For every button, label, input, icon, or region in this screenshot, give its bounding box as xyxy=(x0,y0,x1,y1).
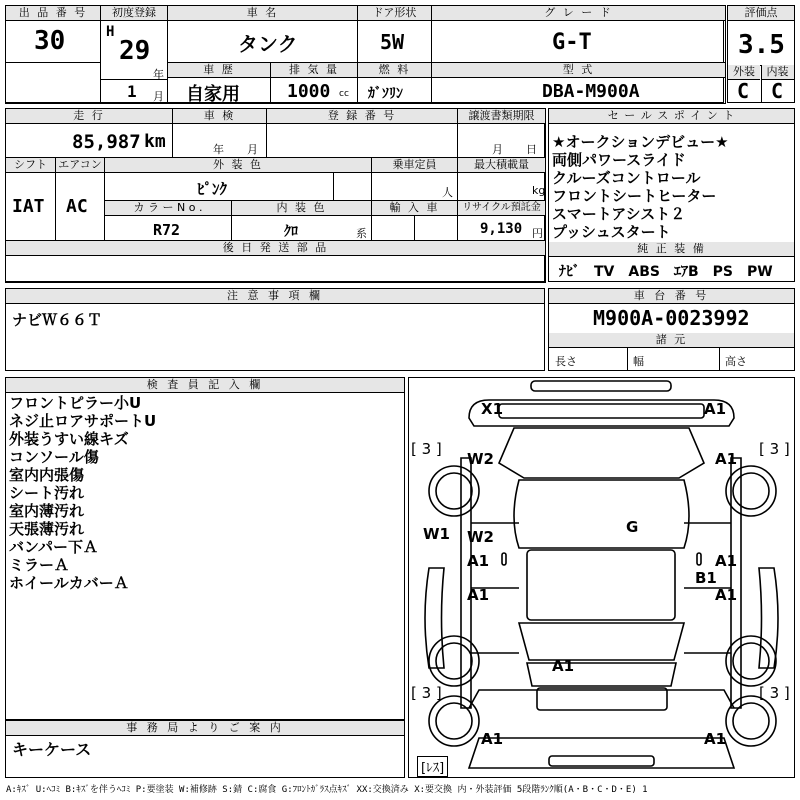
interior-grade: C xyxy=(771,79,784,103)
height-label: 高さ xyxy=(725,355,747,368)
ac-cell xyxy=(55,157,105,241)
header-block xyxy=(5,5,724,103)
tire-top-right: [ 3 ] xyxy=(759,440,790,458)
inspector-item: シート汚れ xyxy=(9,484,85,502)
displacement: 1000 xyxy=(287,81,331,102)
ext-color-label: 外 装 色 xyxy=(105,158,371,173)
notes-block xyxy=(5,288,545,371)
model-label: 型 式 xyxy=(432,63,725,78)
capacity-cell xyxy=(371,157,458,201)
width-label: 幅 xyxy=(633,355,644,368)
mileage: 85,987 xyxy=(72,131,141,153)
era: H xyxy=(106,24,115,40)
sales-point-item: フロントシートヒーター xyxy=(552,187,717,205)
inspector-item: 室内内張傷 xyxy=(9,466,85,484)
details-block xyxy=(5,108,545,282)
reg-no-cell xyxy=(266,108,458,158)
transfer-month-unit: 月 xyxy=(492,143,503,156)
sales-points-list xyxy=(552,133,729,241)
lot-number-cell xyxy=(5,5,101,63)
model-cell xyxy=(431,62,726,104)
transfer-day-unit: 日 xyxy=(526,143,537,156)
fuel-cell xyxy=(357,62,432,104)
recycle-cell xyxy=(457,200,546,241)
mark-rear-left: A1 xyxy=(481,730,504,748)
history-label: 車 歴 xyxy=(168,63,270,78)
grade-label: グ レ ー ド xyxy=(432,6,725,21)
lot-number-label: 出 品 番 号 xyxy=(6,6,100,21)
sales-point-item: プッシュスタート xyxy=(552,223,671,241)
model-code: DBA-M900A xyxy=(542,81,640,102)
inspector-list xyxy=(9,394,156,592)
specs-label: 諸 元 xyxy=(549,333,794,348)
equipment-label: 純 正 装 備 xyxy=(549,242,794,257)
exterior-grade: C xyxy=(737,79,750,103)
chassis-number: M900A-0023992 xyxy=(593,306,750,330)
grade-cell xyxy=(431,5,726,63)
sales-points-block xyxy=(548,108,795,282)
score-label: 評価点 xyxy=(728,6,794,21)
equipment-list: ﾅﾋﾞ TV ABS ｴｱB PS PW xyxy=(559,264,773,280)
mark-front-right: A1 xyxy=(704,400,727,418)
exterior-label: 外装 xyxy=(728,65,760,80)
int-color-label: 内 装 色 xyxy=(232,201,371,216)
sales-points-label: セ ー ル ス ポ イ ン ト xyxy=(549,109,794,124)
car-name-cell xyxy=(167,5,358,63)
inspector-item: ネジ止ロアサポートU xyxy=(9,412,157,430)
inspection-year-unit: 年 xyxy=(213,143,224,156)
door-type: 5W xyxy=(380,30,405,54)
office-text: キーケース xyxy=(12,740,92,759)
displacement-cell xyxy=(270,62,358,104)
inspector-item: フロントピラー小U xyxy=(9,394,142,412)
chassis-block xyxy=(548,288,795,371)
ext-color-cell xyxy=(104,157,372,201)
shift-cell xyxy=(5,157,56,241)
int-color-cell xyxy=(231,200,372,241)
load-unit: kg xyxy=(532,184,546,197)
score-block xyxy=(727,5,795,103)
mark-door-front-right-2: B1 xyxy=(695,569,717,587)
mark-rear-right: A1 xyxy=(704,730,727,748)
fuel: ｶﾞｿﾘﾝ xyxy=(368,86,403,102)
load-label: 最大積載量 xyxy=(458,158,545,173)
history-cell xyxy=(167,62,271,104)
reg-month: 1 xyxy=(127,82,137,101)
sales-point-item: 両側パワースライド xyxy=(552,151,686,169)
sales-point-item: ★オークションデビュー★ xyxy=(552,133,729,151)
tire-top-left: [ 3 ] xyxy=(411,440,442,458)
sales-point-item: スマートアシスト２ xyxy=(552,205,686,223)
first-reg-label: 初度登録 xyxy=(101,6,167,21)
color-no-label: カ ラ ー N o . xyxy=(105,201,231,216)
mileage-label: 走 行 xyxy=(6,109,172,124)
mark-fender-right: A1 xyxy=(715,450,738,468)
capacity-unit: 人 xyxy=(442,186,453,199)
displacement-label: 排 気 量 xyxy=(271,63,357,78)
mark-door-front-left-2: A1 xyxy=(467,552,490,570)
mark-door-front-left: W2 xyxy=(467,528,494,546)
sales-point-item: クルーズコントロール xyxy=(552,169,701,187)
car-name-label: 車 名 xyxy=(168,6,357,21)
door-cell xyxy=(357,5,432,63)
import-label: 輸 入 車 xyxy=(372,201,457,216)
mark-fender-left: W2 xyxy=(467,450,494,468)
import-cell xyxy=(371,200,458,241)
inspector-item: コンソール傷 xyxy=(9,448,99,466)
displacement-unit: cc xyxy=(339,89,349,99)
transfer-cell xyxy=(457,108,546,158)
car-name: タンク xyxy=(238,32,298,56)
inspector-item: 室内薄汚れ xyxy=(9,502,85,520)
tire-bottom-left: [ 3 ] xyxy=(411,684,442,702)
month-unit: 月 xyxy=(153,90,164,103)
reg-year: 29 xyxy=(119,36,151,66)
tire-bottom-right: [ 3 ] xyxy=(759,684,790,702)
load-cell xyxy=(457,157,546,201)
transfer-label: 譲渡書類期限 xyxy=(458,109,545,124)
mark-hatch: A1 xyxy=(552,657,575,675)
office-label: 事 務 局 よ り ご 案 内 xyxy=(6,721,404,736)
color-no-cell xyxy=(104,200,232,241)
damage-diagram xyxy=(408,377,795,778)
car-outline-diagram xyxy=(409,378,794,777)
mark-door-rear-left: A1 xyxy=(467,586,490,604)
ext-color: ﾋﾟﾝｸ xyxy=(197,180,228,198)
mark-roof: G xyxy=(626,518,639,536)
mark-front-left: X1 xyxy=(481,400,504,418)
grade: G-T xyxy=(552,30,592,55)
inspector-item: ミラーＡ xyxy=(9,556,70,574)
mileage-unit: km xyxy=(144,131,166,152)
spare-tire: [ﾚｽ] xyxy=(417,756,448,777)
ac-label: エアコン xyxy=(56,158,104,173)
legend: A:ｷｽﾞ U:ﾍｺﾐ B:ｷｽﾞを伴うﾍｺﾐ P:要塗装 W:補修跡 S:錆 C:腐食 G:ﾌﾛﾝﾄｶﾞﾗｽ点ｷｽﾞ XX:交換済み X:要交換 内・外装評価 5段階ﾗﾝｸ順(A・B・C・D・E) 1 xyxy=(6,785,648,795)
mark-door-rear-right: A1 xyxy=(715,586,738,604)
inspector-item: ホイールカバーＡ xyxy=(9,574,129,592)
chassis-label: 車 台 番 号 xyxy=(549,289,794,304)
inspector-label: 検 査 員 記 入 欄 xyxy=(6,378,404,393)
later-parts-cell xyxy=(5,240,546,283)
inspection-cell xyxy=(172,108,267,158)
year-unit: 年 xyxy=(153,68,164,81)
ac: AC xyxy=(66,196,88,217)
inspection-month-unit: 月 xyxy=(247,143,258,156)
fuel-label: 燃 料 xyxy=(358,63,431,78)
color-no: R72 xyxy=(153,221,181,239)
inspection-label: 車 検 xyxy=(173,109,266,124)
notes-text: ナビＷ６６Ｔ xyxy=(12,311,103,329)
capacity-label: 乗車定員 xyxy=(372,158,457,173)
reg-no-label: 登 録 番 号 xyxy=(267,109,457,124)
office-block xyxy=(5,720,405,778)
notes-label: 注 意 事 項 欄 xyxy=(6,289,544,304)
lot-number: 30 xyxy=(34,26,66,56)
recycle-amount: 9,130 xyxy=(480,221,523,237)
shift-label: シフト xyxy=(6,158,55,173)
length-label: 長さ xyxy=(555,355,577,368)
inspector-item: 天張薄汚れ xyxy=(9,520,85,538)
mark-side-left: W1 xyxy=(423,525,450,543)
score: 3.5 xyxy=(738,30,785,60)
mileage-cell xyxy=(5,108,173,158)
inspector-item: バンパー下Ａ xyxy=(9,538,98,556)
history: 自家用 xyxy=(186,84,240,105)
int-color: ｸﾛ xyxy=(284,224,298,240)
recycle-unit: 円 xyxy=(532,227,543,240)
door-label: ドア形状 xyxy=(358,6,431,21)
first-reg-cell xyxy=(100,5,168,104)
int-color-unit: 系 xyxy=(356,227,367,240)
lot-blank xyxy=(5,62,101,104)
inspector-item: 外装うすい線キズ xyxy=(9,430,129,448)
later-parts-label: 後 日 発 送 部 品 xyxy=(6,241,545,256)
mark-door-front-right: A1 xyxy=(715,552,738,570)
recycle-label: リサイクル預託金 xyxy=(458,201,545,216)
shift: IAT xyxy=(12,196,45,217)
interior-label: 内装 xyxy=(761,65,794,80)
inspector-block xyxy=(5,377,405,720)
